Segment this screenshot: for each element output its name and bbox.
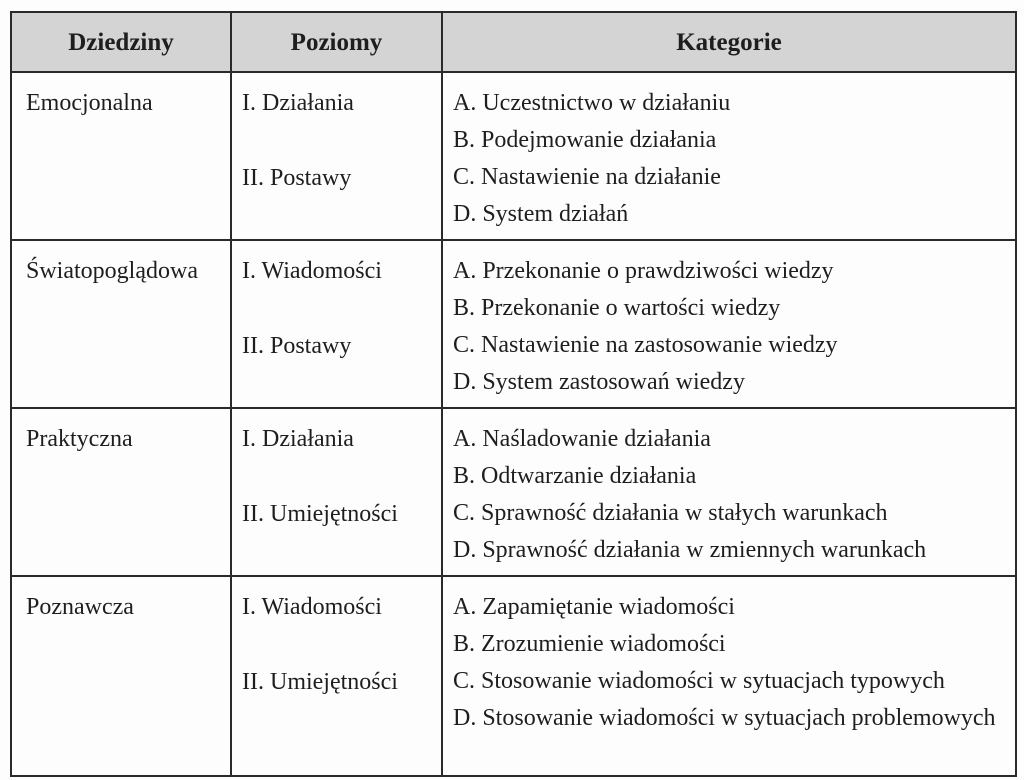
level-item: I. Wiadomości	[242, 594, 382, 620]
header-category: Kategorie	[442, 12, 1016, 72]
category-item: C. Nastawienie na działanie	[453, 164, 721, 190]
level-item: I. Działania	[242, 90, 354, 116]
category-item: D. Sprawność działania w zmiennych warunkach	[453, 537, 927, 563]
level-cell	[231, 408, 442, 576]
level-cell	[231, 240, 442, 408]
header-level: Poziomy	[231, 12, 442, 72]
level-item: II. Postawy	[242, 165, 352, 191]
domain-cell: Praktyczna	[11, 408, 231, 576]
category-item: B. Zrozumienie wiadomości	[453, 631, 726, 657]
level-item: I. Wiadomości	[242, 258, 382, 284]
taxonomy-table	[10, 11, 1017, 777]
category-item: D. Stosowanie wiadomości w sytuacjach problemowych	[453, 705, 996, 731]
category-item: A. Uczestnictwo w działaniu	[453, 90, 731, 116]
table-row	[11, 240, 1016, 408]
table-body	[11, 72, 1016, 776]
table-header	[11, 12, 1016, 72]
category-item: D. System zastosowań wiedzy	[453, 369, 745, 395]
table-row	[11, 408, 1016, 576]
category-cell	[442, 240, 1016, 408]
category-item: A. Przekonanie o prawdziwości wiedzy	[453, 258, 834, 284]
category-item: B. Podejmowanie działania	[453, 127, 717, 153]
category-item: B. Odtwarzanie działania	[453, 463, 697, 489]
table-row	[11, 72, 1016, 240]
category-item: A. Zapamiętanie wiadomości	[453, 594, 735, 620]
category-item: D. System działań	[453, 201, 629, 227]
category-cell	[442, 72, 1016, 240]
category-cell	[442, 408, 1016, 576]
domain-cell: Światopoglądowa	[11, 240, 231, 408]
level-cell	[231, 576, 442, 776]
category-item: A. Naśladowanie działania	[453, 426, 711, 452]
category-item: C. Stosowanie wiadomości w sytuacjach typowych	[453, 668, 945, 694]
level-item: II. Postawy	[242, 333, 352, 359]
category-item: C. Nastawienie na zastosowanie wiedzy	[453, 332, 838, 358]
category-item: C. Sprawność działania w stałych warunkach	[453, 500, 888, 526]
level-item: II. Umiejętności	[242, 501, 398, 527]
category-cell	[442, 576, 1016, 776]
category-item: B. Przekonanie o wartości wiedzy	[453, 295, 781, 321]
domain-cell: Emocjonalna	[11, 72, 231, 240]
level-item: II. Umiejętności	[242, 669, 398, 695]
header-row	[11, 12, 1016, 72]
level-item: I. Działania	[242, 426, 354, 452]
level-cell	[231, 72, 442, 240]
table-row	[11, 576, 1016, 776]
domain-cell: Poznawcza	[11, 576, 231, 776]
header-domain: Dziedziny	[11, 12, 231, 72]
